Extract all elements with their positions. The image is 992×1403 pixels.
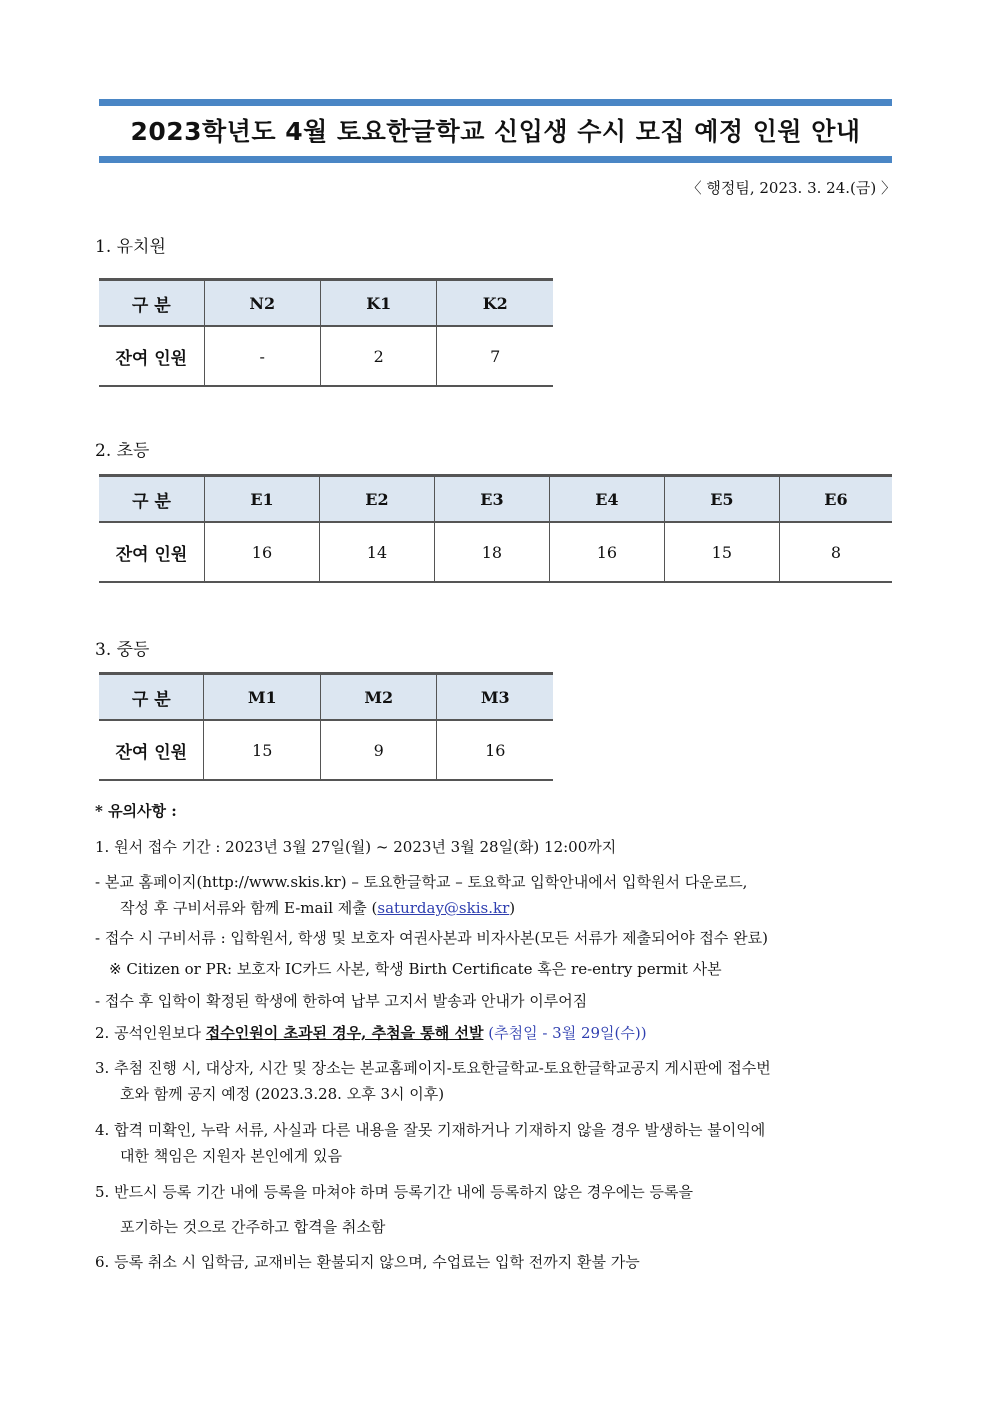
table-cell: 15	[664, 522, 779, 582]
section-heading-kindergarten: 1. 유치원	[95, 237, 166, 257]
column-header: E4	[549, 476, 664, 523]
column-header: N2	[204, 280, 320, 327]
title-bottom-rule	[99, 156, 892, 163]
note-1a-close: )	[509, 899, 516, 917]
section-heading-elementary: 2. 초등	[95, 441, 150, 461]
table-cell: -	[204, 326, 320, 386]
email-link[interactable]: saturday@skis.kr	[377, 899, 510, 917]
kindergarten-table	[99, 278, 553, 387]
table-cell: 7	[437, 326, 553, 386]
table-cell: 14	[319, 522, 434, 582]
table-cell: 2	[320, 326, 436, 386]
note-1a-text: 작성 후 구비서류와 함께 E-mail 제출 (	[120, 899, 378, 917]
note-2-emphasis: 접수인원이 초과된 경우, 추첨을 통해 선발	[205, 1024, 484, 1042]
page-title: 2023학년도 4월 토요한글학교 신입생 수시 모집 예정 인원 안내	[130, 117, 861, 146]
note-3-line2: 호와 함께 공지 예정 (2023.3.28. 오후 3시 이후)	[120, 1085, 445, 1103]
note-5	[95, 1179, 900, 1240]
header-label: 구 분	[99, 280, 204, 327]
note-2-text: 2. 공석인원보다	[95, 1024, 206, 1042]
column-header: E3	[434, 476, 549, 523]
note-1a-line2	[95, 895, 900, 921]
note-1: 1. 원서 접수 기간 : 2023년 3월 27일(월) ~ 2023년 3월 28일(화) 12:00까지	[95, 838, 617, 856]
column-header: E6	[779, 476, 892, 523]
table-cell: 9	[320, 720, 437, 780]
note-1a	[95, 869, 900, 921]
table-header-row	[99, 674, 553, 721]
column-header: K1	[320, 280, 436, 327]
table-cell: 16	[437, 720, 553, 780]
note-1a-line1: - 본교 홈페이지(http://www.skis.kr) – 토요한글학교 – 토요학교 입학안내에서 입학원서 다운로드,	[95, 873, 748, 891]
table-header-row	[99, 476, 892, 523]
column-header: K2	[437, 280, 553, 327]
note-4-line1: 4. 합격 미확인, 누락 서류, 사실과 다른 내용을 잘못 기재하거나 기재하지 않을 경우 발생하는 불이익에	[95, 1121, 766, 1139]
table-header-row	[99, 280, 553, 327]
note-5-line2: 포기하는 것으로 간주하고 합격을 취소함	[120, 1218, 386, 1236]
note-5-line1: 5. 반드시 등록 기간 내에 등록을 마쳐야 하며 등록기간 내에 등록하지 않은 경우에는 등록을	[95, 1183, 693, 1201]
header-label: 구 분	[99, 674, 204, 721]
header-label: 구 분	[99, 476, 205, 523]
column-header: M1	[204, 674, 321, 721]
middle-table	[99, 672, 553, 781]
note-4-line2: 대한 책임은 지원자 본인에게 있음	[120, 1147, 342, 1165]
note-3	[95, 1055, 900, 1107]
section-heading-middle: 3. 중등	[95, 640, 150, 660]
note-1c: ※ Citizen or PR: 보호자 IC카드 사본, 학생 Birth Certificate 혹은 re-entry permit 사본	[109, 960, 722, 978]
title-top-rule	[99, 99, 892, 106]
column-header: M3	[437, 674, 553, 721]
dateline: 〈 행정팀, 2023. 3. 24.(금) 〉	[686, 179, 896, 197]
row-label: 잔여 인원	[99, 720, 204, 780]
note-3-line1: 3. 추첨 진행 시, 대상자, 시간 및 장소는 본교홈페이지-토요한글학교-토요한글학교공지 게시판에 접수번	[95, 1059, 771, 1077]
note-4	[95, 1117, 900, 1169]
column-header: E5	[664, 476, 779, 523]
notes-heading: * 유의사항 :	[95, 802, 177, 820]
table-cell: 16	[205, 522, 320, 582]
table-row	[99, 522, 892, 582]
note-1d: - 접수 후 입학이 확정된 학생에 한하여 납부 고지서 발송과 안내가 이루어짐	[95, 992, 588, 1010]
table-row	[99, 326, 553, 386]
table-cell: 8	[779, 522, 892, 582]
note-2	[95, 1020, 900, 1046]
table-cell: 18	[434, 522, 549, 582]
table-row	[99, 720, 553, 780]
note-2-lottery-date: (추첨일 - 3월 29일(수))	[483, 1024, 647, 1042]
column-header: E1	[205, 476, 320, 523]
elementary-table	[99, 474, 892, 583]
note-1b: - 접수 시 구비서류 : 입학원서, 학생 및 보호자 여권사본과 비자사본(모든 서류가 제출되어야 접수 완료)	[95, 929, 768, 947]
table-cell: 15	[204, 720, 321, 780]
table-cell: 16	[549, 522, 664, 582]
note-6: 6. 등록 취소 시 입학금, 교재비는 환불되지 않으며, 수업료는 입학 전까지 환불 가능	[95, 1253, 640, 1271]
column-header: E2	[319, 476, 434, 523]
row-label: 잔여 인원	[99, 326, 204, 386]
row-label: 잔여 인원	[99, 522, 205, 582]
column-header: M2	[320, 674, 437, 721]
